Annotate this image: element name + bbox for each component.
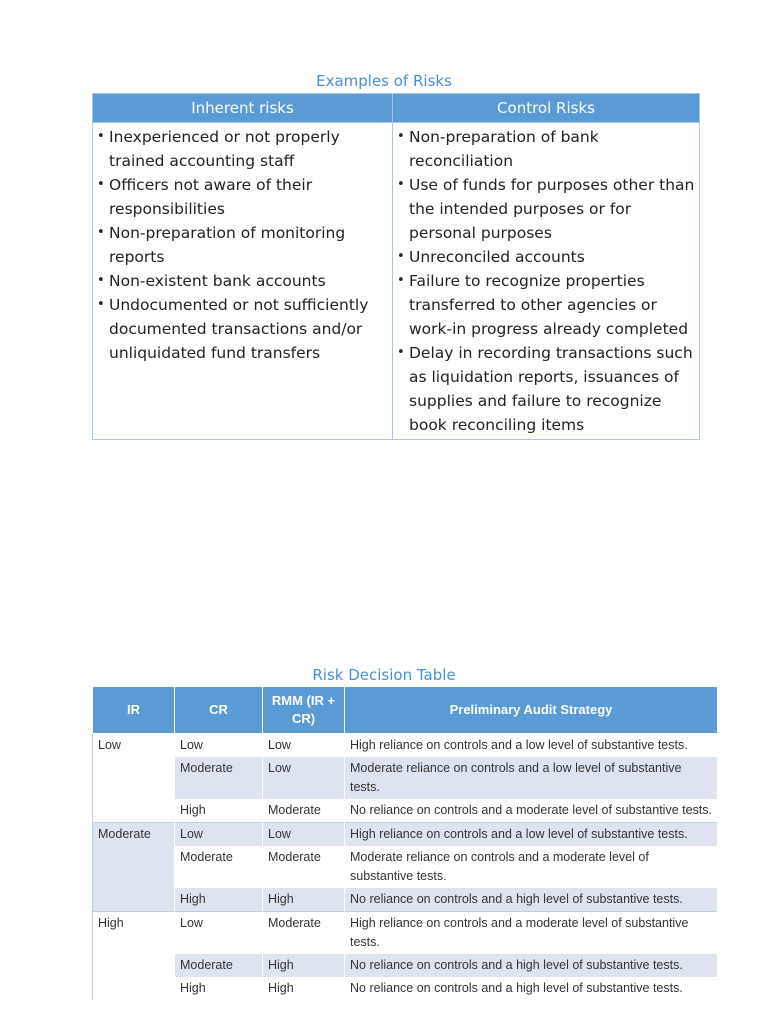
strategy-header: Preliminary Audit Strategy [345,687,718,734]
bullet-icon: • [397,273,405,288]
rmm-cell: Low [263,823,345,847]
examples-of-risks-title: Examples of Risks [316,72,452,90]
control-risk-item: • Non-preparation of bank reconciliation [397,125,695,173]
strategy-cell: High reliance on controls and a low level of substantive tests. [345,734,718,758]
inherent-risk-item: • Non-existent bank accounts [97,269,388,293]
bullet-icon: • [97,297,105,312]
cr-cell: High [175,977,263,1000]
cr-cell: Low [175,823,263,847]
table-row [93,888,718,912]
bullet-icon: • [397,177,405,192]
table-row [93,846,718,888]
bullet-icon: • [97,273,105,288]
control-risks-header: Control Risks [393,94,700,123]
rmm-cell: High [263,888,345,912]
strategy-cell: Moderate reliance on controls and a low level of substantive tests. [345,757,718,799]
control-risk-item: • Use of funds for purposes other than the intended purposes or for personal purposes [397,173,695,245]
strategy-cell: No reliance on controls and a moderate level of substantive tests. [345,799,718,823]
control-risk-item: • Unreconciled accounts [397,245,695,269]
inherent-risks-header: Inherent risks [93,94,393,123]
strategy-cell: No reliance on controls and a high level of substantive tests. [345,977,718,1000]
bullet-icon: • [97,129,105,144]
bullet-icon: • [397,249,405,264]
table-row [93,912,718,955]
cr-cell: High [175,799,263,823]
ir-cell: High [93,912,175,1001]
rmm-cell: High [263,954,345,977]
cr-cell: Low [175,912,263,955]
rmm-cell: Moderate [263,846,345,888]
table-row [93,757,718,799]
inherent-risk-item: • Non-preparation of monitoring reports [97,221,388,269]
examples-of-risks-table [92,93,700,440]
inherent-risk-item: • Inexperienced or not properly trained accounting staff [97,125,388,173]
table-row [93,734,718,758]
cr-cell: Moderate [175,954,263,977]
table-row [93,954,718,977]
inherent-risk-item: • Officers not aware of their responsibilities [97,173,388,221]
cr-header: CR [175,687,263,734]
ir-cell: Low [93,734,175,823]
bullet-icon: • [97,225,105,240]
control-risks-cell [393,123,700,440]
rmm-cell: Low [263,734,345,758]
table-row [93,823,718,847]
risk-decision-table [92,686,718,1000]
bullet-icon: • [397,129,405,144]
cr-cell: Low [175,734,263,758]
strategy-cell: No reliance on controls and a high level of substantive tests. [345,888,718,912]
ir-header: IR [93,687,175,734]
table-row [93,977,718,1000]
ir-cell: Moderate [93,823,175,912]
control-risk-item: • Delay in recording transactions such as liquidation reports, issuances of supplies and failure to recognize book reconciling items [397,341,695,437]
strategy-cell: No reliance on controls and a high level of substantive tests. [345,954,718,977]
inherent-risks-cell [93,123,393,440]
strategy-cell: Moderate reliance on controls and a moderate level of substantive tests. [345,846,718,888]
control-risk-item: • Failure to recognize properties transferred to other agencies or work-in progress already completed [397,269,695,341]
strategy-cell: High reliance on controls and a moderate level of substantive tests. [345,912,718,955]
bullet-icon: • [97,177,105,192]
bullet-icon: • [397,345,405,360]
risk-decision-table-title: Risk Decision Table [312,666,456,684]
strategy-cell: High reliance on controls and a low level of substantive tests. [345,823,718,847]
inherent-risk-item: • Undocumented or not sufficiently documented transactions and/or unliquidated fund transfers [97,293,388,365]
table-row [93,799,718,823]
rmm-cell: Moderate [263,799,345,823]
cr-cell: Moderate [175,846,263,888]
rmm-cell: Low [263,757,345,799]
rmm-header: RMM (IR + CR) [263,687,345,734]
rmm-cell: High [263,977,345,1000]
cr-cell: Moderate [175,757,263,799]
cr-cell: High [175,888,263,912]
rmm-cell: Moderate [263,912,345,955]
